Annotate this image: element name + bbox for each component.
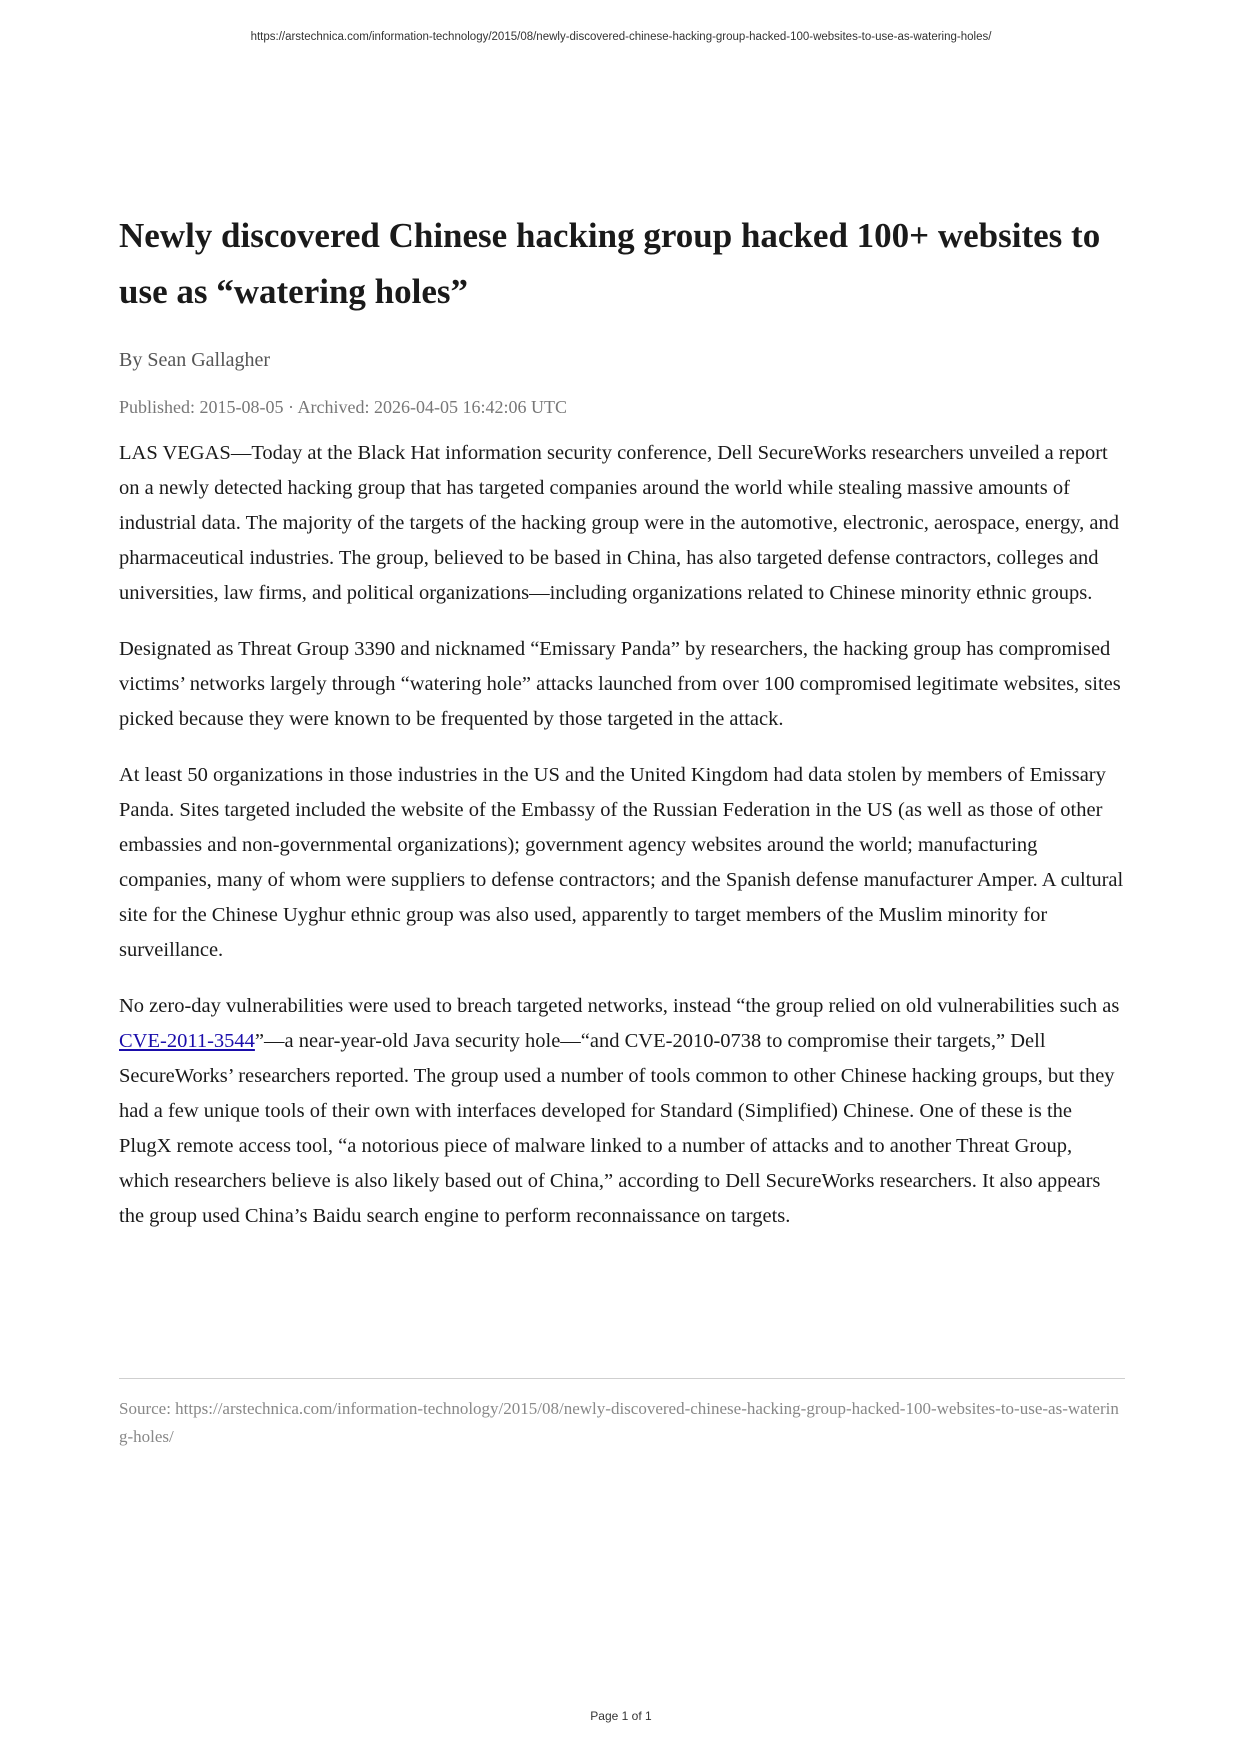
paragraph-text: ”—a near-year-old Java security hole—“and CVE-2010-0738 to compromise their targets,” Dell SecureWorks’ researchers reported. The group used a number of tools common to other Chinese hacking groups, but they had a few unique tools of their own with interfaces developed for Standard (Simplified) Chinese. One of these is the PlugX remote access tool, “a notorious piece of malware linked to a number of attacks and to another Threat Group, which researchers believe is also likely based out of China,” according to Dell SecureWorks researchers. It also appears the group used China’s Baidu search engine to perform reconnaissance on targets. [119, 1030, 1115, 1227]
print-header-url: https://arstechnica.com/information-technology/2015/08/newly-discovered-chinese-hacking-group-hacked-100-websites-to-use-as-watering-holes/ [250, 31, 992, 43]
page-number: Page 1 of 1 [590, 1709, 652, 1723]
article [119, 208, 1125, 1255]
paragraph-text: No zero-day vulnerabilities were used to breach targeted networks, instead “the group relied on old vulnerabilities such as [119, 995, 1120, 1017]
article-meta: Published: 2015-08-05 · Archived: 2026-04-05 16:42:06 UTC [119, 397, 567, 417]
article-paragraph: LAS VEGAS—Today at the Black Hat information security conference, Dell SecureWorks researchers unveiled a report on a newly detected hacking group that has targeted companies around the world while stealing massive amounts of industrial data. The majority of the targets of the hacking group were in the automotive, electronic, aerospace, energy, and pharmaceutical industries. The group, believed to be based in China, has also targeted defense contractors, colleges and universities, law firms, and political organizations—including organizations related to Chinese minority ethnic groups. [119, 442, 1119, 604]
article-paragraph [119, 989, 1125, 1234]
divider [119, 1378, 1125, 1379]
article-paragraph: At least 50 organizations in those industries in the US and the United Kingdom had data stolen by members of Emissary Panda. Sites targeted included the website of the Embassy of the Russian Federation in the US (as well as those of other embassies and non-governmental organizations); government agency websites around the world; manufacturing companies, many of whom were suppliers to defense contractors; and the Spanish defense manufacturer Amper. A cultural site for the Chinese Uyghur ethnic group was also used, apparently to target members of the Muslim minority for surveillance. [119, 764, 1124, 961]
cve-link[interactable]: CVE-2011-3544 [119, 1030, 255, 1052]
article-byline: By Sean Gallagher [119, 349, 271, 371]
article-body [119, 436, 1125, 1234]
article-title: Newly discovered Chinese hacking group hacked 100+ websites to use as “watering holes” [119, 216, 1101, 311]
source-url: Source: https://arstechnica.com/information-technology/2015/08/newly-discovered-chinese-hacking-group-hacked-100-websites-to-use-as-watering-holes/ [119, 1399, 1119, 1446]
article-paragraph: Designated as Threat Group 3390 and nicknamed “Emissary Panda” by researchers, the hacking group has compromised victims’ networks largely through “watering hole” attacks launched from over 100 compromised legitimate websites, sites picked because they were known to be frequented by those targeted in the attack. [119, 638, 1121, 730]
